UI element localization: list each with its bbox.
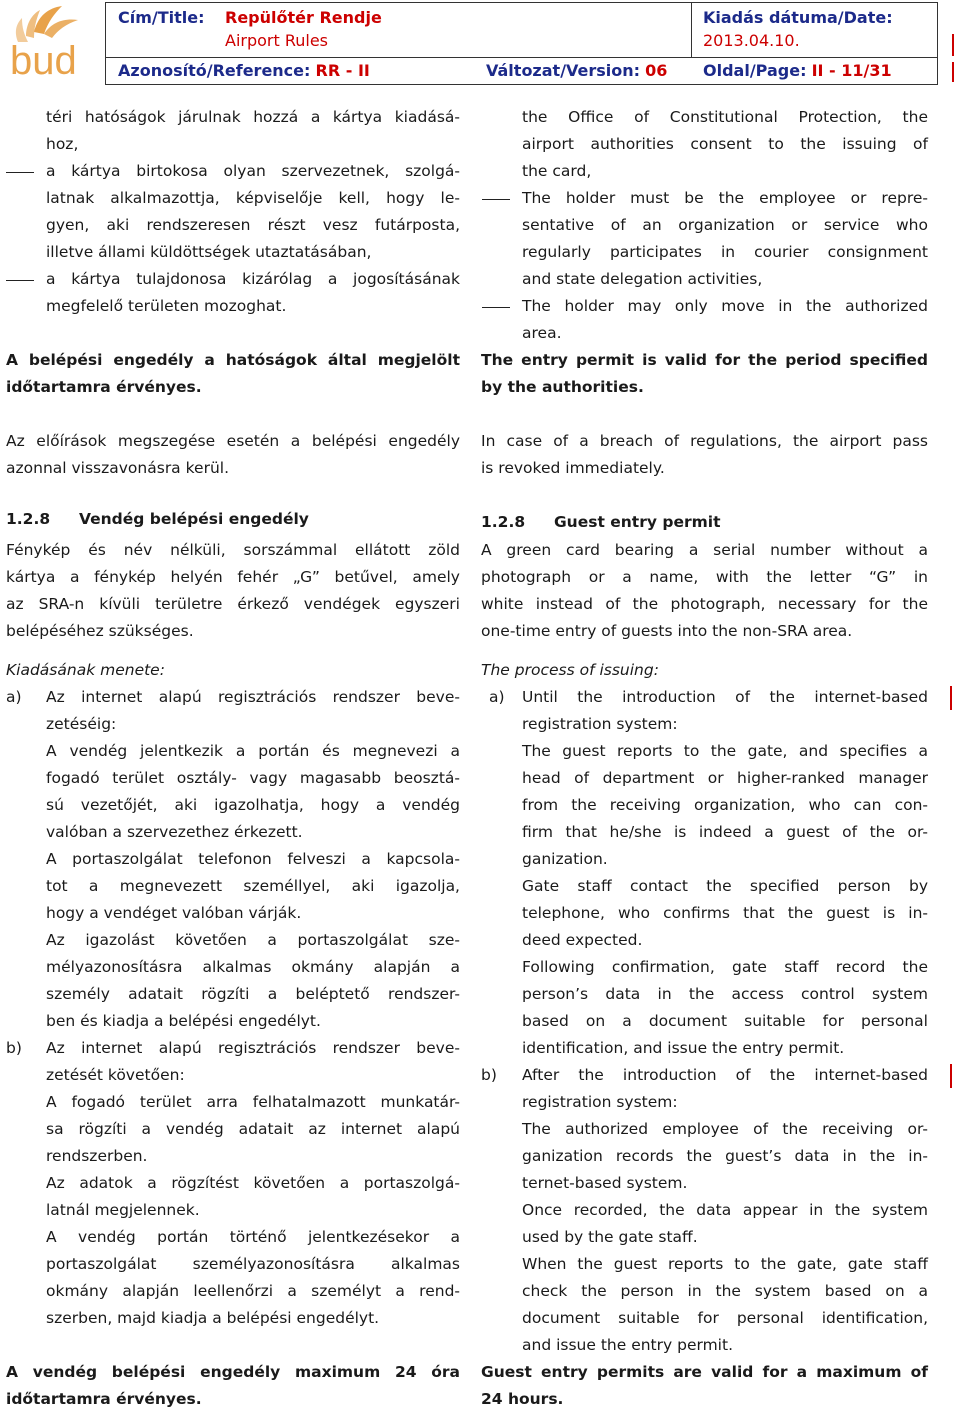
text-line: Gate staff contact the specified person by: [522, 877, 928, 895]
text-line: a kártya birtokosa olyan szervezetnek, szolgá-: [46, 162, 460, 180]
text-line: az SRA-n kívüli területre érkező vendégek egyszeri: [6, 595, 460, 613]
text-line: deed expected.: [522, 931, 643, 949]
title-label: Cím/Title:: [118, 8, 205, 27]
page-label: Oldal/Page:: [703, 61, 807, 80]
text-line: személy adatait rögzíti a beléptető rendszer-: [46, 985, 460, 1003]
text-line: a kártya tulajdonosa kizárólag a jogosításának: [46, 270, 460, 288]
text-line: check the person in the system based on a: [522, 1282, 928, 1300]
title-row: [118, 8, 205, 27]
section-number: 1.2.8: [481, 513, 526, 531]
text-line: The authorized employee of the receiving or-: [522, 1120, 928, 1138]
text-line: portaszolgálat személyazonosításra alkalmas: [46, 1255, 460, 1273]
title-en: Airport Rules: [225, 31, 329, 50]
logo-text: bud: [10, 39, 77, 82]
text-line: illetve állami küldöttségek utaztatásában,: [46, 243, 372, 261]
version-value: 06: [645, 61, 668, 80]
text-line: Following confirmation, gate staff record the: [522, 958, 928, 976]
change-bar: [952, 62, 954, 82]
text-line: szerben, majd kiadja a belépési engedélyt.: [46, 1309, 380, 1327]
text-line: 24 hours.: [481, 1390, 564, 1408]
text-line: időtartamra érvényes.: [6, 1390, 202, 1408]
date-label: Kiadás dátuma/Date:: [703, 8, 893, 27]
text-line: ternet-based system.: [522, 1174, 688, 1192]
ref-row: [118, 61, 370, 80]
ref-label: Azonosító/Reference:: [118, 61, 311, 80]
text-line: Az internet alapú regisztrációs rendszer beve-: [46, 1039, 460, 1057]
text-line: fogadó terület osztály- vagy magasabb beosztá-: [46, 769, 460, 787]
list-marker: a): [6, 688, 22, 706]
text-line: one-time entry of guests into the non-SRA area.: [481, 622, 853, 640]
date-value-wrap: [703, 31, 800, 50]
change-bar: [950, 686, 952, 710]
text-line: by the authorities.: [481, 378, 644, 396]
bud-logo: [4, 2, 96, 82]
text-line: document suitable for personal identification,: [522, 1309, 928, 1327]
text-line: The holder may only move in the authorized: [522, 297, 928, 315]
text-line: ben és kiadja a belépési engedélyt.: [46, 1012, 321, 1030]
text-line: photograph or a name, with the letter “G” in: [481, 568, 928, 586]
text-line: After the introduction of the internet-based: [522, 1066, 928, 1084]
dash-bullet: [482, 307, 510, 308]
dash-bullet: [6, 280, 34, 281]
text-line: A green card bearing a serial number without a: [481, 541, 928, 559]
change-bar: [952, 34, 954, 56]
text-line: head of department or higher-ranked manager: [522, 769, 928, 787]
page-value: II - 11/31: [811, 61, 892, 80]
text-line: based on a document suitable for personal: [522, 1012, 928, 1030]
text-line: Once recorded, the data appear in the system: [522, 1201, 928, 1219]
page-header: [0, 0, 960, 88]
text-line: The guest reports to the gate, and specifies a: [522, 742, 928, 760]
text-line: is revoked immediately.: [481, 459, 665, 477]
text-line: ganization.: [522, 850, 608, 868]
text-line: azonnal visszavonásra kerül.: [6, 459, 230, 477]
text-line: belépéséhez szükséges.: [6, 622, 194, 640]
dash-bullet: [6, 172, 34, 173]
text-line: from the receiving organization, who can con-: [522, 796, 928, 814]
text-line: latnak alkalmazottja, képviselője kell, hogy le-: [46, 189, 460, 207]
text-line: and issue the entry permit.: [522, 1336, 733, 1354]
list-marker: b): [6, 1039, 22, 1057]
title-en-wrap: [225, 31, 328, 50]
version-label: Változat/Version:: [486, 61, 641, 80]
text-line: zetéséig:: [46, 715, 117, 733]
text-line: In case of a breach of regulations, the airport pass: [481, 432, 928, 450]
text-line: white instead of the photograph, necessary for the: [481, 595, 928, 613]
text-line: firm that he/she is indeed a guest of the or-: [522, 823, 928, 841]
text-line: A vendég portán történő jelentkezésekor a: [46, 1228, 460, 1246]
text-line: Guest entry permits are valid for a maximum of: [481, 1363, 928, 1381]
text-line: rendszerben.: [46, 1147, 148, 1165]
text-line: telephone, who confirms that the guest is in-: [522, 904, 928, 922]
text-line: Fénykép és név nélküli, sorszámmal ellátott zöld: [6, 541, 460, 559]
change-bar: [950, 1064, 952, 1088]
text-line: hogy a vendéget valóban várják.: [46, 904, 302, 922]
text-line: Az adatok a rögzítést követően a portaszolgá-: [46, 1174, 460, 1192]
title-hu-wrap: [225, 8, 382, 27]
text-line: When the guest reports to the gate, gate staff: [522, 1255, 928, 1273]
text-line: sa rögzíti a vendég adatait az internet alapú: [46, 1120, 460, 1138]
text-line: hoz,: [46, 135, 79, 153]
text-line: sú vezetőjét, aki igazolhatja, hogy a vendég: [46, 796, 460, 814]
list-marker: a): [489, 688, 505, 706]
text-line: ganization records the guest’s data in the in-: [522, 1147, 928, 1165]
text-line: Az igazolást követően a portaszolgálat sze-: [46, 931, 460, 949]
text-line: tot a megnevezett személlyel, aki igazolja,: [46, 877, 460, 895]
text-line: időtartamra érvényes.: [6, 378, 202, 396]
text-line: the Office of Constitutional Protection, the: [522, 108, 928, 126]
text-line: A portaszolgálat telefonon felveszi a kapcsola-: [46, 850, 460, 868]
text-line: A vendég jelentkezik a portán és megnevezi a: [46, 742, 460, 760]
text-line: valóban a szervezethez érkezett.: [46, 823, 303, 841]
section-title: Vendég belépési engedély: [78, 510, 309, 528]
text-line: Until the introduction of the internet-based: [522, 688, 928, 706]
text-line: person’s data in the access control system: [522, 985, 928, 1003]
text-line: Az előírások megszegése esetén a belépési engedély: [6, 432, 460, 450]
text-line: zetését követően:: [46, 1066, 185, 1084]
text-line: megfelelő területen mozoghat.: [46, 297, 287, 315]
version-row: [486, 61, 667, 80]
text-line: A belépési engedély a hatóságok által megjelölt: [6, 351, 460, 369]
text-line: téri hatóságok járulnak hozzá a kártya kiadásá-: [46, 108, 460, 126]
date-value: 2013.04.10.: [703, 31, 800, 50]
text-line: used by the gate staff.: [522, 1228, 698, 1246]
page-row: [703, 61, 892, 80]
text-line: the card,: [522, 162, 592, 180]
text-line: registration system:: [522, 715, 678, 733]
section-heading-en: [481, 509, 720, 536]
text-line: A fogadó terület arra felhatalmazott munkatár-: [46, 1093, 460, 1111]
section-title: Guest entry permit: [553, 513, 721, 531]
list-marker: b): [481, 1066, 497, 1084]
dash-bullet: [482, 199, 510, 200]
section-number: 1.2.8: [6, 510, 51, 528]
text-line: and state delegation activities,: [522, 270, 763, 288]
text-line: A vendég belépési engedély maximum 24 óra: [6, 1363, 460, 1381]
text-line: Az internet alapú regisztrációs rendszer beve-: [46, 688, 460, 706]
text-line: registration system:: [522, 1093, 678, 1111]
section-heading-hu: [6, 506, 309, 533]
process-label: Kiadásának menete:: [6, 661, 165, 679]
text-line: The entry permit is valid for the period specified: [481, 351, 928, 369]
text-line: regularly participates in courier consignment: [522, 243, 928, 261]
ref-value: RR - II: [315, 61, 370, 80]
text-line: kártya a fénykép helyén fehér „G” betűvel, amely: [6, 568, 460, 586]
text-line: sentative of an organization or service who: [522, 216, 928, 234]
text-line: gyen, aki rendszeresen részt vesz futárposta,: [46, 216, 460, 234]
text-line: okmány alapján leellenőrzi a személyt a rend-: [46, 1282, 460, 1300]
text-line: airport authorities consent to the issuing of: [522, 135, 928, 153]
text-line: mélyazonosításra alkalmas okmány alapján a: [46, 958, 460, 976]
text-line: latnál megjelennek.: [46, 1201, 200, 1219]
text-line: The holder must be the employee or repre-: [522, 189, 928, 207]
title-hu: Repülőtér Rendje: [225, 8, 382, 27]
process-label: The process of issuing:: [481, 661, 659, 679]
text-line: identification, and issue the entry permit.: [522, 1039, 845, 1057]
text-line: area.: [522, 324, 562, 342]
date-label-wrap: [703, 8, 893, 27]
